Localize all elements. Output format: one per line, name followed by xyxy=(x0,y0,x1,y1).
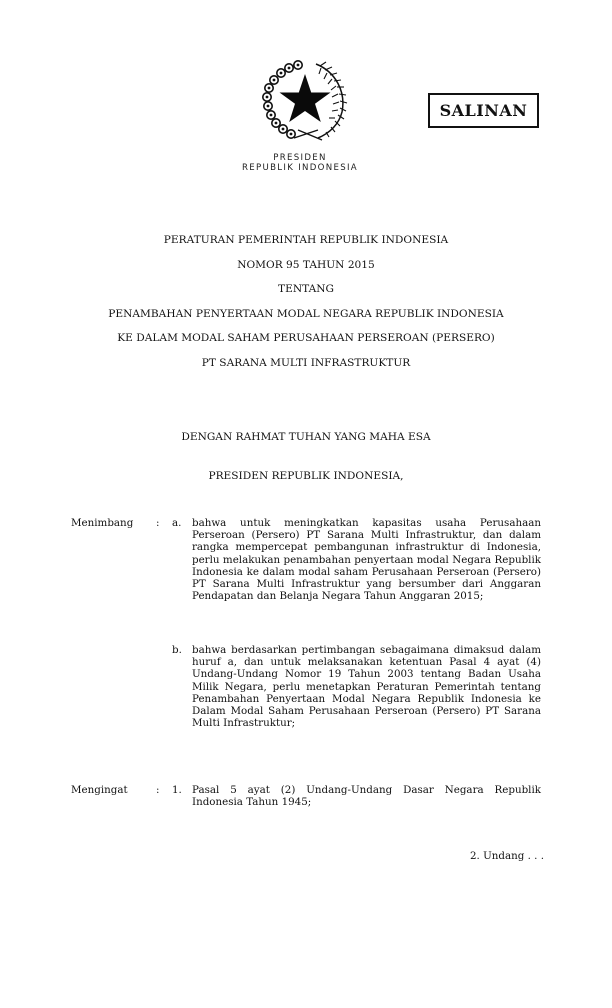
garuda-star-emblem-icon xyxy=(258,56,352,144)
menimbang-colon: : xyxy=(156,517,160,529)
menimbang-item-a: bahwa untuk meningkatkan kapasitas usaha Perusahaan Perseroan (Persero) PT Sarana Multi Infrastruktur, dan dalam rangka mempercepat pembangunan infrastruktur di Indonesia, perlu melakukan penambahan penyertaan modal Negara Republik Indonesia ke dalam modal saham Perusahaan Perseroan (Persero) PT Sarana Multi Infrastruktur yang bersumber dari Anggaran Pendapatan dan Belanja Negara Tahun Anggaran 2015; xyxy=(192,517,541,603)
mengingat-colon: : xyxy=(156,784,160,796)
authority-line: PRESIDEN REPUBLIK INDONESIA, xyxy=(208,470,404,482)
mengingat-label: Mengingat xyxy=(71,784,128,796)
menimbang-item-b: bahwa berdasarkan pertimbangan sebagaimana dimaksud dalam huruf a, dan untuk melaksanakan ketentuan Pasal 4 ayat (4) Undang-Undang Nomor 19 Tahun 2003 tentang Badan Usaha Milik Negara, perlu menetapkan Peraturan Pemerintah tentang Penambahan Penyertaan Modal Negara Republik Indonesia ke Dalam Modal Saham Perusahaan Perseroan (Persero) PT Sarana Multi Infrastruktur; xyxy=(192,644,541,730)
salinan-stamp: SALINAN xyxy=(428,93,539,128)
office-line-1: PRESIDEN xyxy=(273,153,327,163)
title-line-number: NOMOR 95 TAHUN 2015 xyxy=(237,258,375,271)
title-line-subject-2: KE DALAM MODAL SAHAM PERUSAHAAN PERSEROAN (PERSERO) xyxy=(117,332,495,345)
page-continuation: 2. Undang . . . xyxy=(470,850,544,862)
invocation-line: DENGAN RAHMAT TUHAN YANG MAHA ESA xyxy=(181,431,431,443)
office-line-2: REPUBLIK INDONESIA xyxy=(242,163,358,173)
mengingat-item-1: Pasal 5 ayat (2) Undang-Undang Dasar Negara Republik Indonesia Tahun 1945; xyxy=(192,784,541,809)
title-line-subject-1: PENAMBAHAN PENYERTAAN MODAL NEGARA REPUBLIK INDONESIA xyxy=(108,307,504,320)
title-line-about: TENTANG xyxy=(278,283,334,296)
title-line-regulation: PERATURAN PEMERINTAH REPUBLIK INDONESIA xyxy=(163,234,449,246)
item-marker-1: 1. xyxy=(172,784,182,796)
office-label xyxy=(180,153,420,173)
item-marker-b: b. xyxy=(172,644,182,656)
menimbang-label: Menimbang xyxy=(71,517,134,529)
document-title xyxy=(40,233,572,381)
item-marker-a: a. xyxy=(172,517,182,529)
title-line-subject-3: PT SARANA MULTI INFRASTRUKTUR xyxy=(201,356,411,369)
